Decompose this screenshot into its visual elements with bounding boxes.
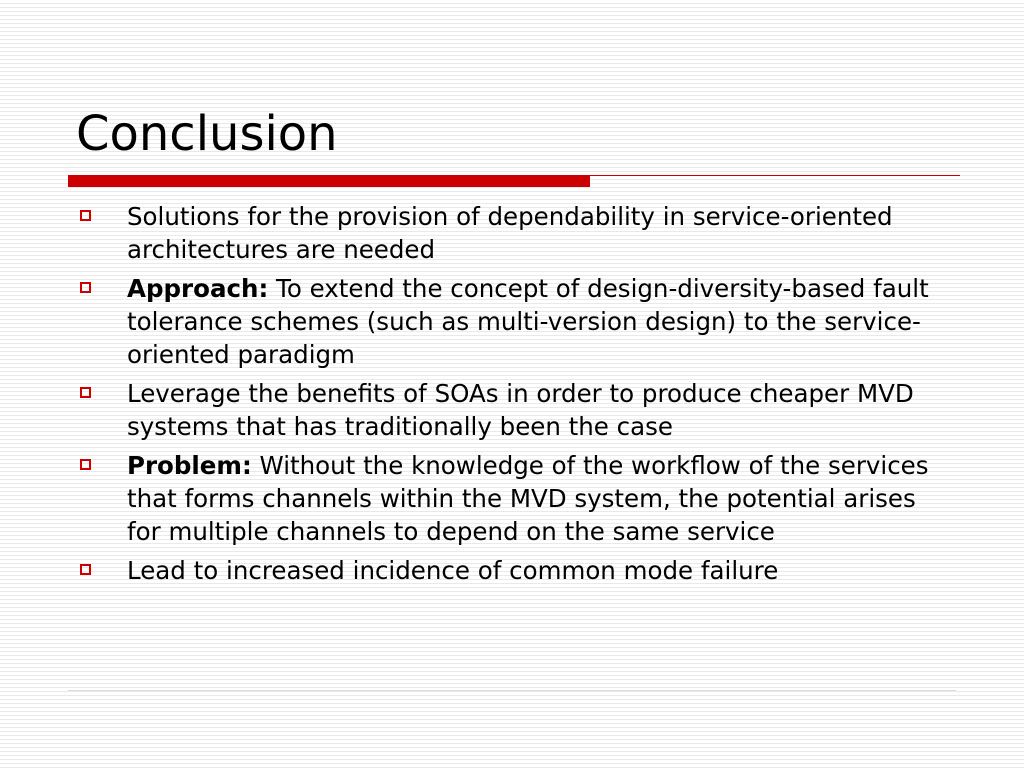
square-bullet-icon — [80, 459, 91, 470]
bullet-text: Without the knowledge of the workflow of the services that forms channels within the MVD system, the potential arises for multiple channels to depend on the same service — [127, 451, 929, 546]
footer-divider — [68, 690, 956, 691]
bullet-list — [76, 200, 956, 593]
bullet-text: Leverage the benefits of SOAs in order to produce cheaper MVD systems that has traditionally been the case — [127, 379, 914, 441]
title-underline-thick — [68, 175, 590, 187]
bullet-text: Lead to increased incidence of common mode failure — [127, 556, 779, 585]
square-bullet-icon — [80, 387, 91, 398]
title-underline-thin — [590, 175, 960, 176]
bullet-item-solutions — [76, 200, 956, 266]
bullet-item-problem — [76, 449, 956, 548]
bullet-text: Solutions for the provision of dependability in service-oriented architectures are needed — [127, 202, 893, 264]
bullet-item-lead-to — [76, 554, 956, 587]
square-bullet-icon — [80, 282, 91, 293]
bullet-lead: Problem: — [127, 451, 252, 480]
bullet-text: To extend the concept of design-diversity-based fault tolerance schemes (such as multi-version design) to the service-oriented paradigm — [127, 274, 929, 369]
slide-title: Conclusion — [76, 106, 338, 162]
bullet-item-leverage — [76, 377, 956, 443]
bullet-item-approach — [76, 272, 956, 371]
square-bullet-icon — [80, 564, 91, 575]
square-bullet-icon — [80, 210, 91, 221]
bullet-lead: Approach: — [127, 274, 269, 303]
